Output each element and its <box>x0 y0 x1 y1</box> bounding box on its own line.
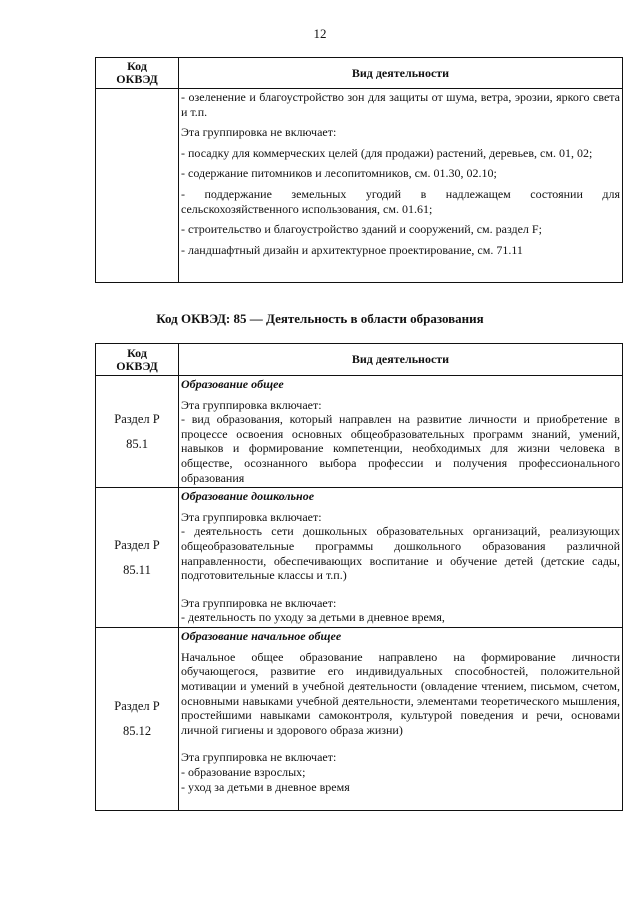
okved-table-education <box>95 343 623 811</box>
code-number: 85.1 <box>126 436 148 451</box>
activity-line: - поддержание земельных угодий в надлежащем состоянии для сельскохозяйственного использования, см. 01.61; <box>181 186 620 216</box>
activity-cell <box>179 488 623 628</box>
activity-line: Эта группировка не включает: <box>181 595 337 610</box>
activity-line: - озеленение и благоустройство зон для защиты от шума, ветра, эрозии, яркого света и т.п. <box>181 90 620 119</box>
header-code-line-1: Код <box>127 345 147 360</box>
section-heading: Код ОКВЭД: 85 — Деятельность в области образования <box>156 311 484 326</box>
activity-line: Эта группировка не включает: <box>181 750 337 765</box>
activity-line: Начальное общее образование направлено на формирование личности обучающегося, развитие его индивидуальных способностей, положительной мотивации и умений в учебной деятельности (овладение чтением, письмом, счетом, основными навыками учебной деятельности, элементами теоретического мышления, простейшими навыками самоконтроля, культурой поведения и речи, основами личной гигиены и здорового образа жизни) <box>181 649 620 737</box>
activity-line: - содержание питомников и лесопитомников, см. 01.30, 02.10; <box>181 166 497 181</box>
activity-line: Эта группировка не включает: <box>181 125 337 140</box>
code-cell-empty <box>96 89 179 283</box>
header-activity-cell: Вид деятельности <box>179 58 623 89</box>
code-cell <box>96 488 179 628</box>
okved-table-continued <box>95 57 623 283</box>
header-code-line-2: ОКВЭД <box>116 72 158 86</box>
activity-cell <box>179 376 623 488</box>
header-code-cell <box>96 58 179 89</box>
header-activity-cell: Вид деятельности <box>179 344 623 376</box>
activity-cell <box>179 89 623 283</box>
code-section: Раздел Р <box>114 411 160 426</box>
code-cell <box>96 628 179 811</box>
activity-line: - вид образования, который направлен на развитие личности и приобретение в процессе освоения основных общеобразовательных программ знаний, умений, навыков и формирование компетенции, необходимых для жизни человека в обществе, осознанного выбора профессии и получения профессионального образования <box>181 412 620 485</box>
code-number: 85.11 <box>123 562 151 577</box>
activity-line: - строительство и благоустройство зданий и сооружений, см. раздел F; <box>181 222 542 237</box>
table-row <box>96 376 623 488</box>
table-row <box>96 89 623 283</box>
activity-line: - деятельность по уходу за детьми в дневное время, <box>181 610 445 625</box>
activity-title: Образование дошкольное <box>181 489 315 504</box>
header-code-cell <box>96 344 179 376</box>
activity-line: - образование взрослых; <box>181 764 306 779</box>
activity-line: - деятельность сети дошкольных образовательных организаций, реализующих общеобразовательные программы дошкольного образования различной направленности, обеспечивающих воспитание и обучение детей (детские сады, подготовительные классы и т.п.) <box>181 524 620 583</box>
activity-title: Образование общее <box>181 377 284 391</box>
activity-line: Эта группировка включает: <box>181 509 322 524</box>
header-code-line-1: Код <box>127 59 147 73</box>
code-cell <box>96 376 179 488</box>
activity-line: - ландшафтный дизайн и архитектурное проектирование, см. 71.11 <box>181 242 523 257</box>
code-section: Раздел Р <box>114 537 160 552</box>
header-code-line-2: ОКВЭД <box>116 358 158 373</box>
table-row <box>96 628 623 811</box>
activity-line: Эта группировка включает: <box>181 397 322 412</box>
table-header-row <box>96 58 623 89</box>
activity-cell <box>179 628 623 811</box>
activity-title: Образование начальное общее <box>181 629 342 644</box>
table-header-row <box>96 344 623 376</box>
activity-line: - уход за детьми в дневное время <box>181 779 350 794</box>
code-number: 85.12 <box>122 724 152 739</box>
page-number: 12 <box>313 26 327 41</box>
code-section: Раздел Р <box>114 699 160 714</box>
activity-line: - посадку для коммерческих целей (для продажи) растений, деревьев, см. 01, 02; <box>181 145 593 160</box>
table-row <box>96 488 623 628</box>
